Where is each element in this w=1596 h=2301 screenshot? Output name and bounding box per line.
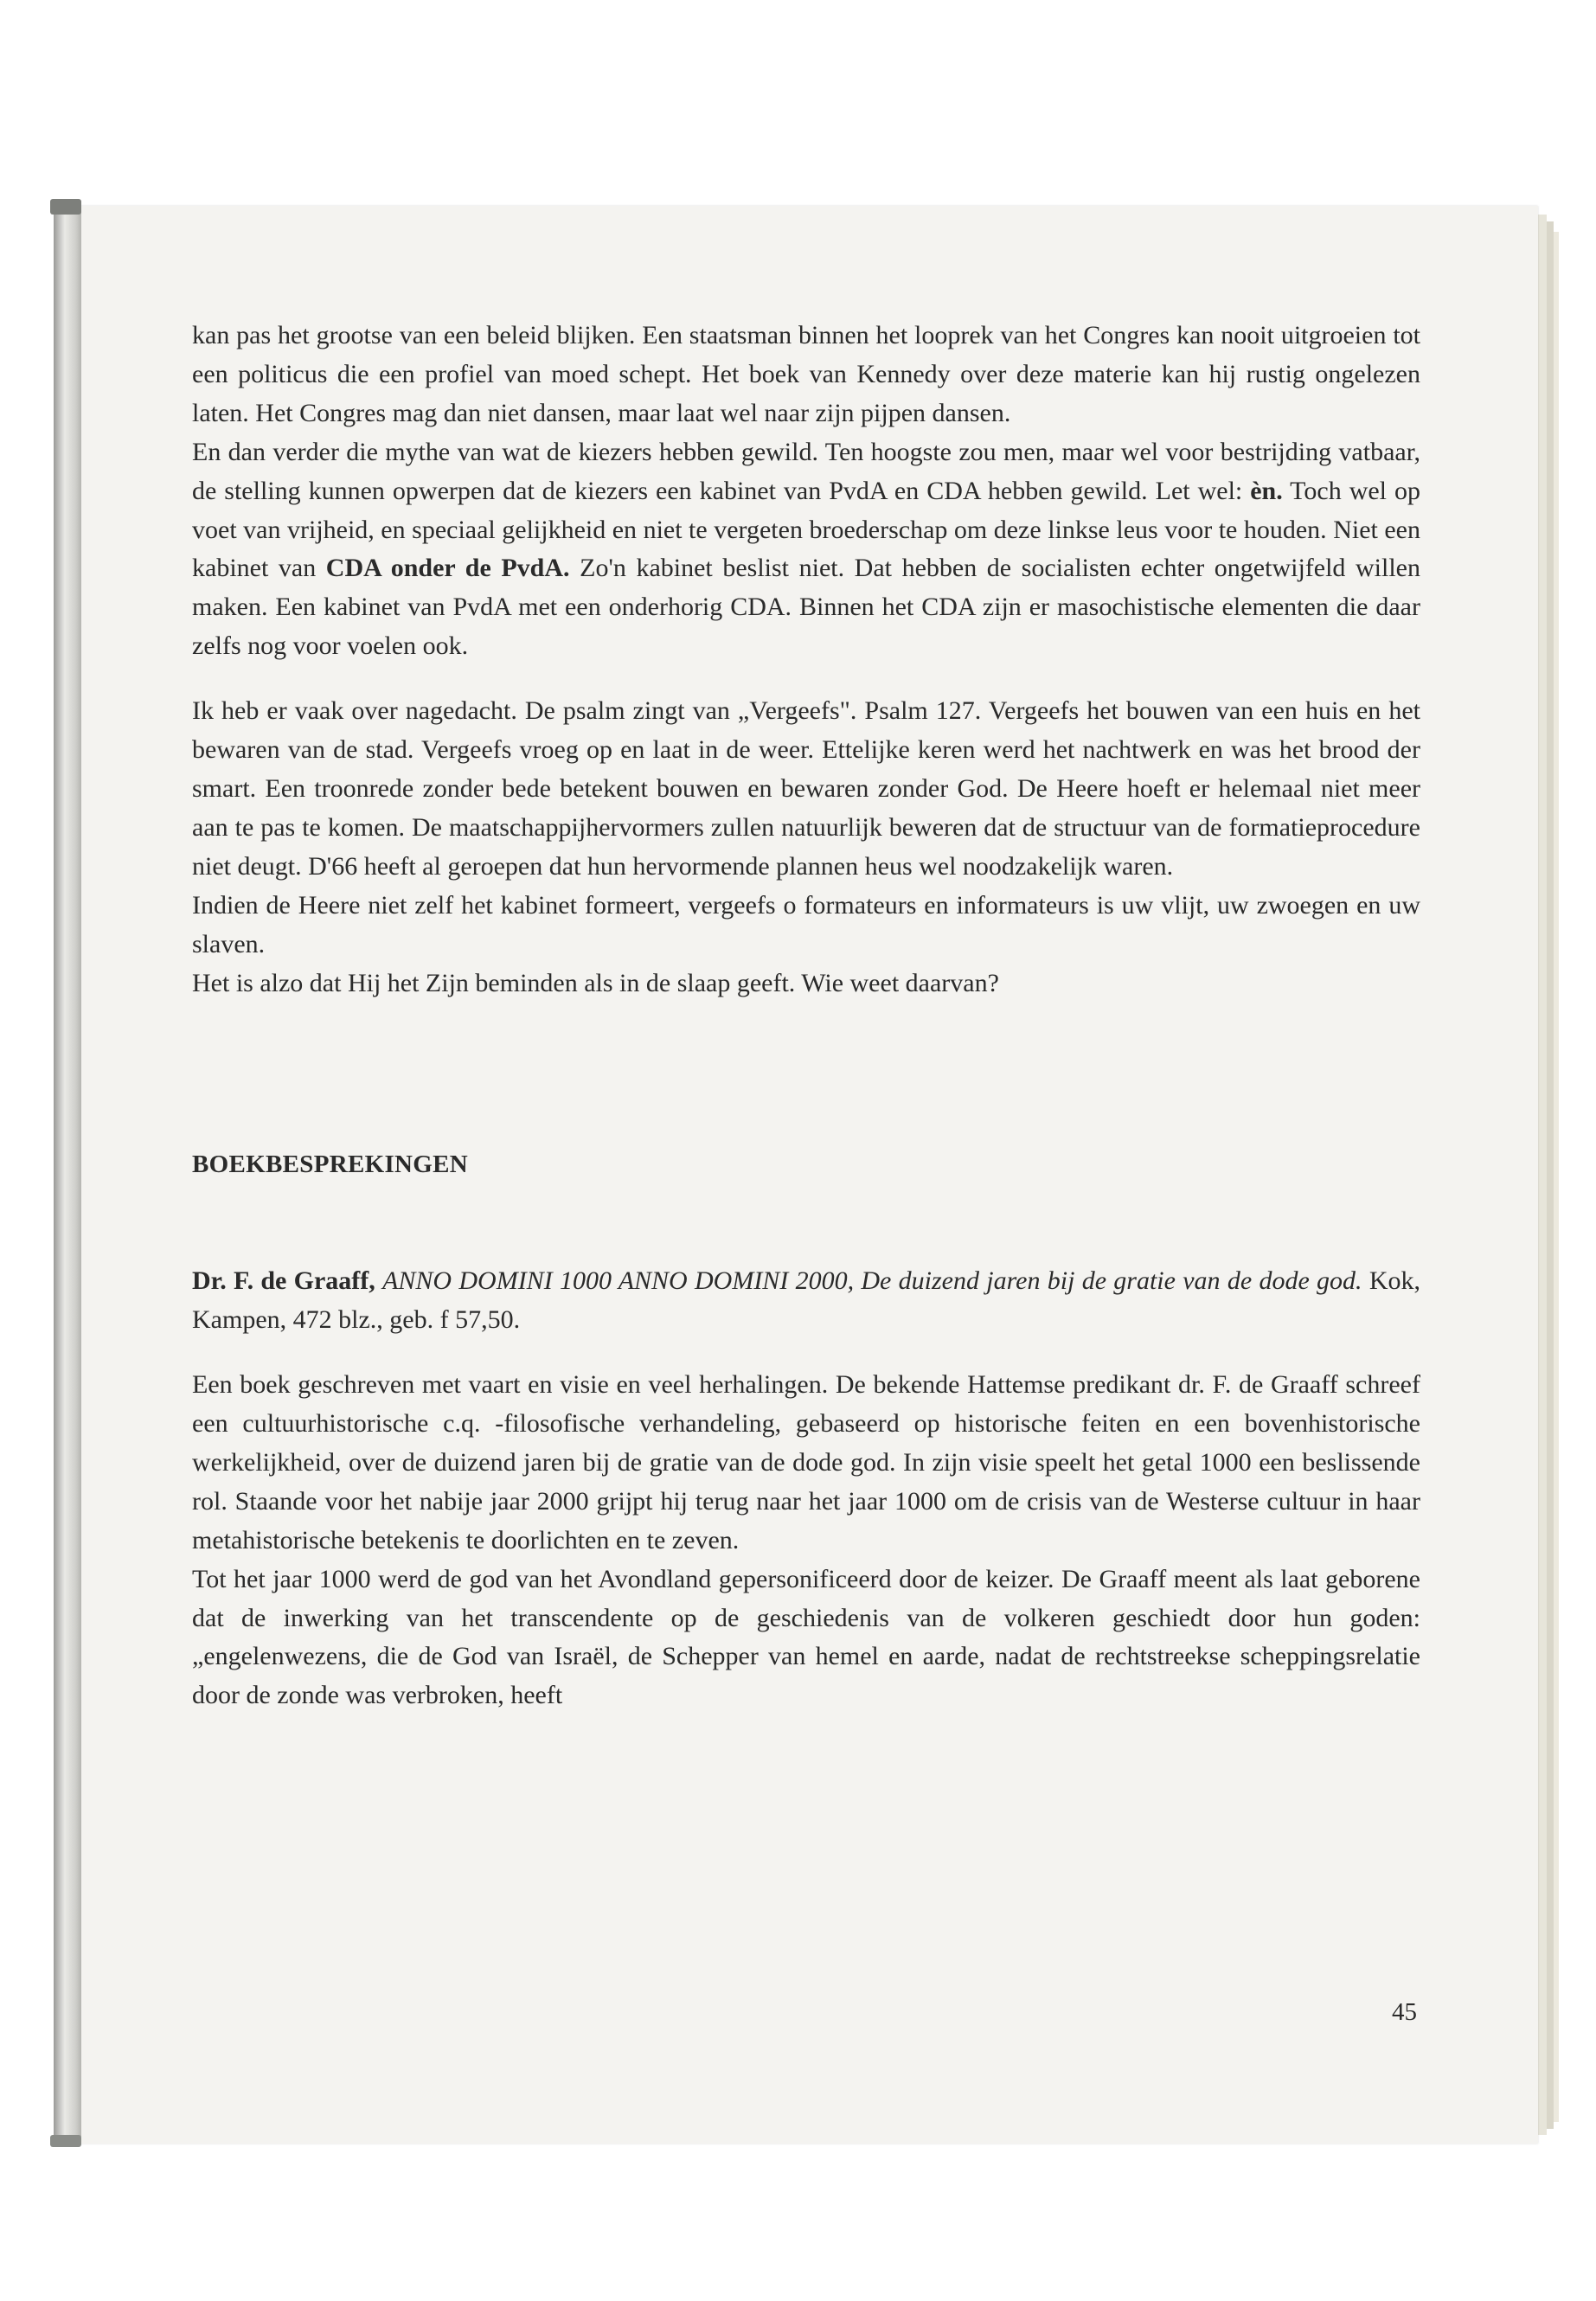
page-edge-stack	[1538, 215, 1547, 2135]
paragraph-spacer	[192, 666, 1420, 692]
section-spacer	[192, 1184, 1420, 1262]
text-run: En dan verder die mythe van wat de kiezers hebben gewild. Ten hoogste zou men, maar wel voor bestrijding vatbaar, de stelling kunnen opwerpen dat de kiezers een kabinet van PvdA en CDA hebben gewild. Let wel:	[192, 437, 1420, 505]
page-edge-stack	[1554, 232, 1559, 2122]
section-spacer	[192, 1003, 1420, 1145]
spine-top-clip	[50, 199, 81, 215]
review-book-title: ANNO DOMINI 1000 ANNO DOMINI 2000, De duizend jaren bij de gratie van de dode god.	[382, 1266, 1362, 1296]
spine-bottom-clip	[50, 2135, 81, 2147]
paragraph: Indien de Heere niet zelf het kabinet formeert, vergeefs o formateurs en informateurs is uw vlijt, uw zwoegen en uw slaven.	[192, 890, 1420, 958]
text-run: Toch wel op voet van vrijheid, en speciaal gelijkheid en niet te vergeten broederschap om deze linkse leus voor te houden. Niet een kabinet van	[192, 476, 1420, 583]
section-heading: BOEKBESPREKINGEN	[192, 1150, 469, 1179]
paragraph-spacer	[192, 1340, 1420, 1366]
bold-text: èn.	[1250, 476, 1283, 505]
paragraph: Tot het jaar 1000 werd de god van het Avondland gepersonificeerd door de keizer. De Graaff meent als laat geborene dat de inwerking van het transcendente op de geschiedenis van de volkeren geschiedt door hun goden: „engelenwezens, die de God van Israël, de Schepper van hemel en aarde, nadat de rechtstreekse scheppingsrelatie door de zonde was verbroken, heeft	[192, 1564, 1420, 1710]
page-number: 45	[1392, 1998, 1417, 2026]
paragraph: Ik heb er vaak over nagedacht. De psalm zingt van „Vergeefs". Psalm 127. Vergeefs het bouwen van een huis en het bewaren van de stad. Vergeefs vroeg op en laat in de weer. Ettelijke keren werd het nachtwerk en was het brood der smart. Een troonrede zonder bede betekent bouwen en bewaren zonder God. De Heere hoeft er helemaal niet meer aan te pas te komen. De maatschappijhervormers zullen natuurlijk beweren dat de structuur van de formatieprocedure niet deugt. D'66 heeft al geroepen dat hun hervormende plannen heus wel noodzakelijk waren.	[192, 696, 1420, 881]
review-citation	[192, 1262, 1420, 1340]
bold-text: CDA onder de PvdA.	[325, 554, 570, 583]
paragraph: kan pas het grootse van een beleid blijken. Een staatsman binnen het looprek van het Congres kan nooit uitgroeien tot een politicus die een profiel van moed schept. Het boek van Kennedy over deze materie kan hij rustig ongelezen laten. Het Congres mag dan niet dansen, maar laat wel naar zijn pijpen dansen.	[192, 321, 1420, 427]
book-spine	[54, 212, 81, 2137]
text-run: Zo'n kabinet beslist niet. Dat hebben de socialisten echter ongetwijfeld willen maken. Een kabinet van PvdA met een onderhorig CDA. Binnen het CDA zijn er masochistische elementen die daar zelfs nog voor voelen ook.	[192, 554, 1420, 661]
page-text	[192, 317, 1420, 1715]
review-author: Dr. F. de Graaff,	[192, 1266, 375, 1296]
paragraph: Een boek geschreven met vaart en visie en veel herhalingen. De bekende Hattemse predikant dr. F. de Graaff schreef een cultuurhistorische c.q. -filosofische verhandeling, gebaseerd op historische feiten en een bovenhistorische werkelijkheid, over de duizend jaren bij de gratie van de dode god. In zijn visie speelt het getal 1000 een beslissende rol. Staande voor het nabije jaar 2000 grijpt hij terug naar het jaar 1000 om de crisis van de Westerse cultuur in haar metahistorische betekenis te doorlichten en te zeven.	[192, 1370, 1420, 1554]
page-edge-stack	[1547, 221, 1554, 2129]
paragraph: Het is alzo dat Hij het Zijn beminden als in de slaap geeft. Wie weet daarvan?	[192, 968, 999, 997]
review-publication: Kok, Kampen, 472 blz., geb. f 57,50.	[192, 1266, 1421, 1335]
paragraph	[192, 433, 1420, 666]
